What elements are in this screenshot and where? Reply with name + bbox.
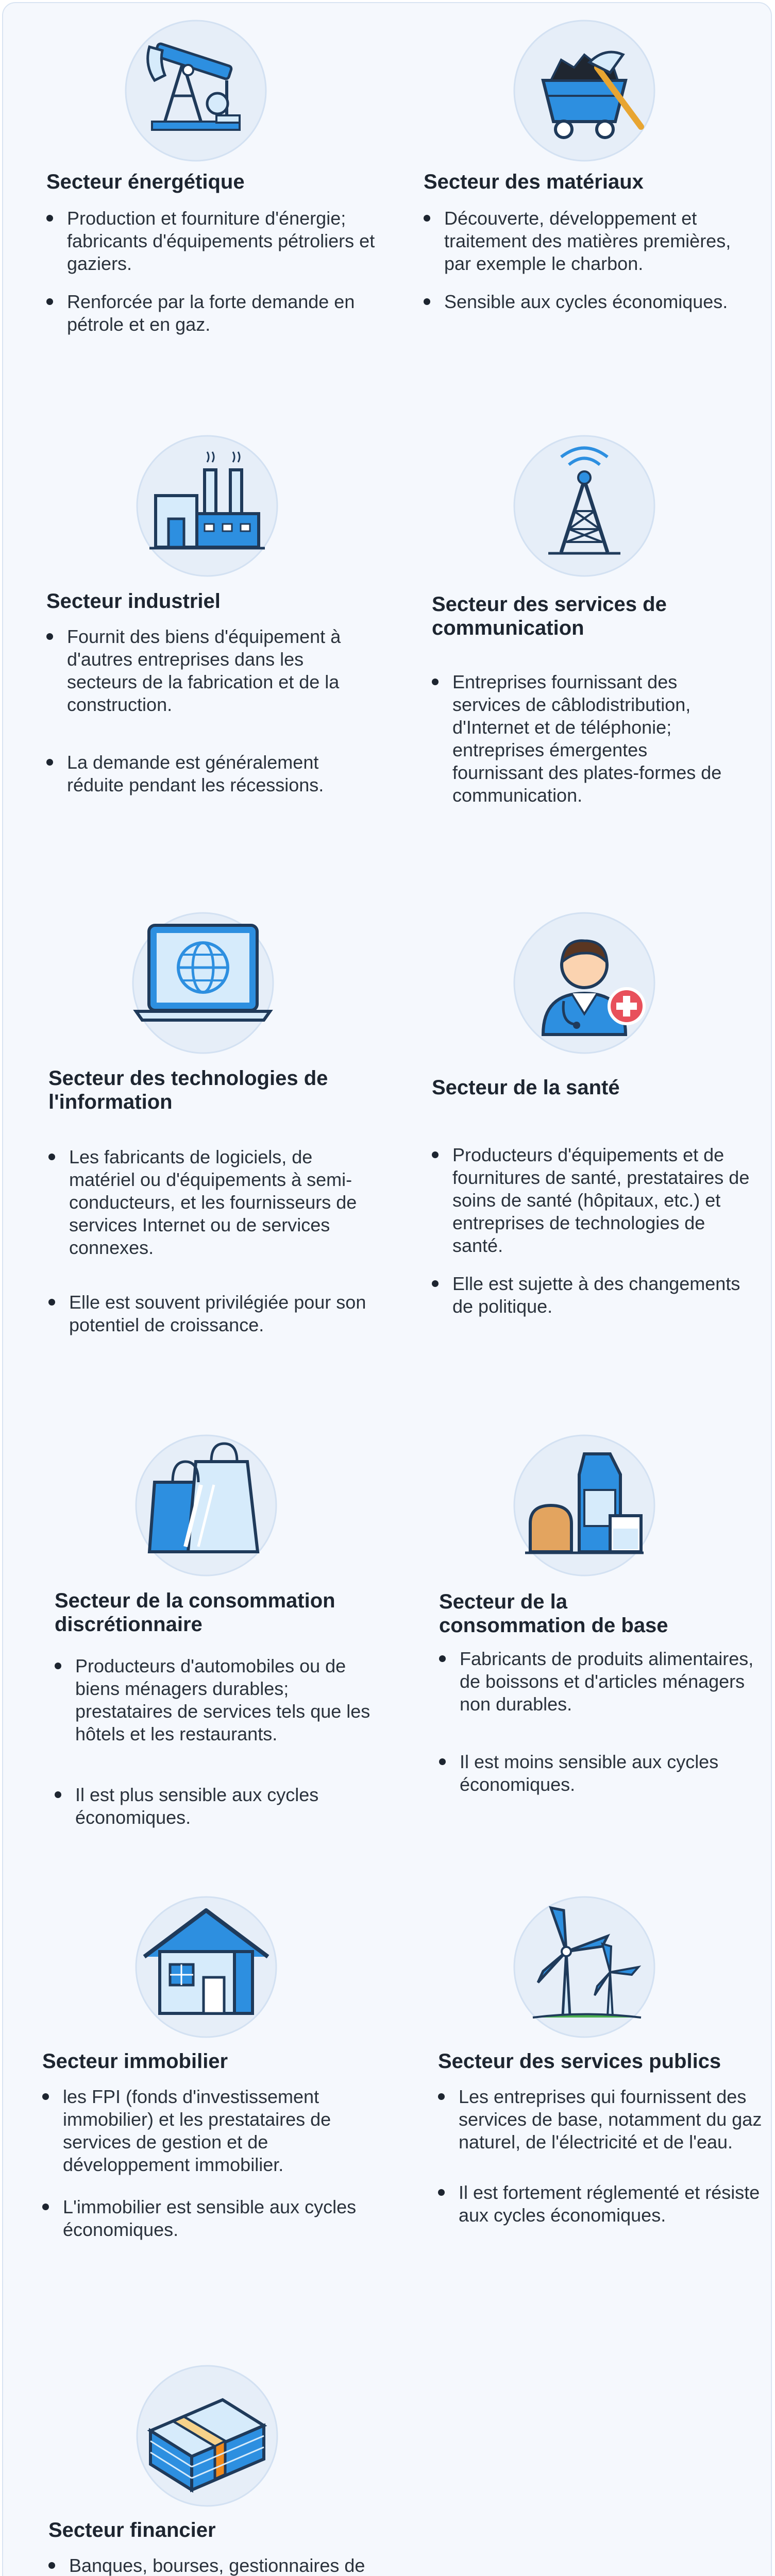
laptop-globe-icon <box>131 911 275 1055</box>
bullet-list <box>46 625 376 796</box>
sector-title: Secteur des matériaux <box>424 171 644 193</box>
sector-title: Secteur énergétique <box>46 171 245 193</box>
sector-title: Secteur des technologies de l'information <box>48 1067 328 1113</box>
bullet-item: Elle est sujette à des changements de politique. <box>432 1273 751 1318</box>
bullet-item: Les fabricants de logiciels, de matériel ou d'équipements à semi-conducteurs, et les fournisseurs de services Internet ou de services connexes. <box>48 1146 378 1259</box>
sector-energy <box>46 19 381 374</box>
sector-discretionary <box>55 1433 390 1856</box>
bullet-list <box>432 1144 751 1318</box>
doctor-icon <box>512 911 656 1055</box>
bullet-item: Elle est souvent privilégiée pour son potentiel de croissance. <box>48 1291 378 1336</box>
infographic-panel <box>2 2 772 2576</box>
sector-health <box>432 911 767 1375</box>
antenna-tower-icon <box>512 434 656 578</box>
wind-turbine-icon <box>512 1895 656 2039</box>
sector-title: Secteur de la consommation de base <box>439 1590 668 1637</box>
sector-title: Secteur des services publics <box>438 2050 721 2073</box>
groceries-icon <box>512 1433 656 1578</box>
bullet-item: Les entreprises qui fournissent des services de base, notamment du gaz naturel, de l'électricité et de l'eau. <box>438 2086 763 2154</box>
bullet-list <box>439 1648 759 1796</box>
bullet-item: Sensible aux cycles économiques. <box>424 291 753 313</box>
bullet-item: Producteurs d'automobiles ou de biens ménagers durables; prestataires de services tels que les hôtels et les restaurants. <box>55 1655 384 1745</box>
bullet-item: Producteurs d'équipements et de fournitures de santé, prestataires de soins de santé (hôpitaux, etc.) et entreprises de technologies de santé. <box>432 1144 751 1257</box>
factory-icon <box>135 434 279 578</box>
bullet-item: Découverte, développement et traitement des matières premières, par exemple le charbon. <box>424 207 753 275</box>
bullet-list <box>46 207 376 336</box>
bullet-item: Il est fortement réglementé et résiste aux cycles économiques. <box>438 2181 763 2227</box>
sector-materials <box>424 19 759 374</box>
sector-industrial <box>46 434 381 836</box>
bullet-item: Banques, bourses, gestionnaires de <box>48 2554 368 2576</box>
bullet-item: Entreprises fournissant des services de câblodistribution, d'Internet et de téléphonie; entreprises émergentes fournissant des plates-formes de communication. <box>432 671 741 807</box>
bullet-item: Il est plus sensible aux cycles économiques. <box>55 1784 384 1829</box>
sector-title: Secteur de la consommation discrétionnaire <box>55 1589 335 1636</box>
sector-title: Secteur financier <box>48 2519 216 2541</box>
bullet-item: La demande est généralement réduite pendant les récessions. <box>46 751 376 796</box>
bullet-list <box>424 207 753 313</box>
bullet-list <box>438 2086 763 2227</box>
shopping-bags-icon <box>134 1433 278 1578</box>
sector-financial <box>48 2364 383 2576</box>
bullet-item: Fournit des biens d'équipement à d'autres entreprises dans les secteurs de la fabrication et de la construction. <box>46 625 376 716</box>
sector-utilities <box>438 1895 773 2307</box>
oil-pump-icon <box>124 19 268 163</box>
bullet-item: Il est moins sensible aux cycles économiques. <box>439 1751 759 1796</box>
bullet-list <box>42 2086 372 2241</box>
bullet-item: les FPI (fonds d'investissement immobilier) et les prestataires de services de gestion et de développement immobilier. <box>42 2086 372 2176</box>
bullet-item: Production et fourniture d'énergie; fabricants d'équipements pétroliers et gaziers. <box>46 207 376 275</box>
sector-title: Secteur des services de communication <box>432 593 667 639</box>
sector-title: Secteur industriel <box>46 590 221 613</box>
house-icon <box>134 1895 278 2039</box>
bullet-list <box>48 1146 378 1336</box>
bullet-list <box>48 2554 368 2576</box>
sector-staples <box>439 1433 774 1856</box>
sector-communication <box>432 434 767 836</box>
bullet-list <box>55 1655 384 1829</box>
bullet-item: Fabricants de produits alimentaires, de boissons et d'articles ménagers non durables. <box>439 1648 759 1716</box>
money-stack-icon <box>135 2364 279 2508</box>
sector-realestate <box>42 1895 377 2307</box>
mine-cart-icon <box>512 19 656 163</box>
bullet-item: Renforcée par la forte demande en pétrole et en gaz. <box>46 291 376 336</box>
bullet-item: L'immobilier est sensible aux cycles économiques. <box>42 2196 372 2241</box>
sector-it <box>48 911 383 1375</box>
sector-title: Secteur immobilier <box>42 2050 228 2073</box>
bullet-list <box>432 671 741 807</box>
sector-title: Secteur de la santé <box>432 1076 620 1099</box>
